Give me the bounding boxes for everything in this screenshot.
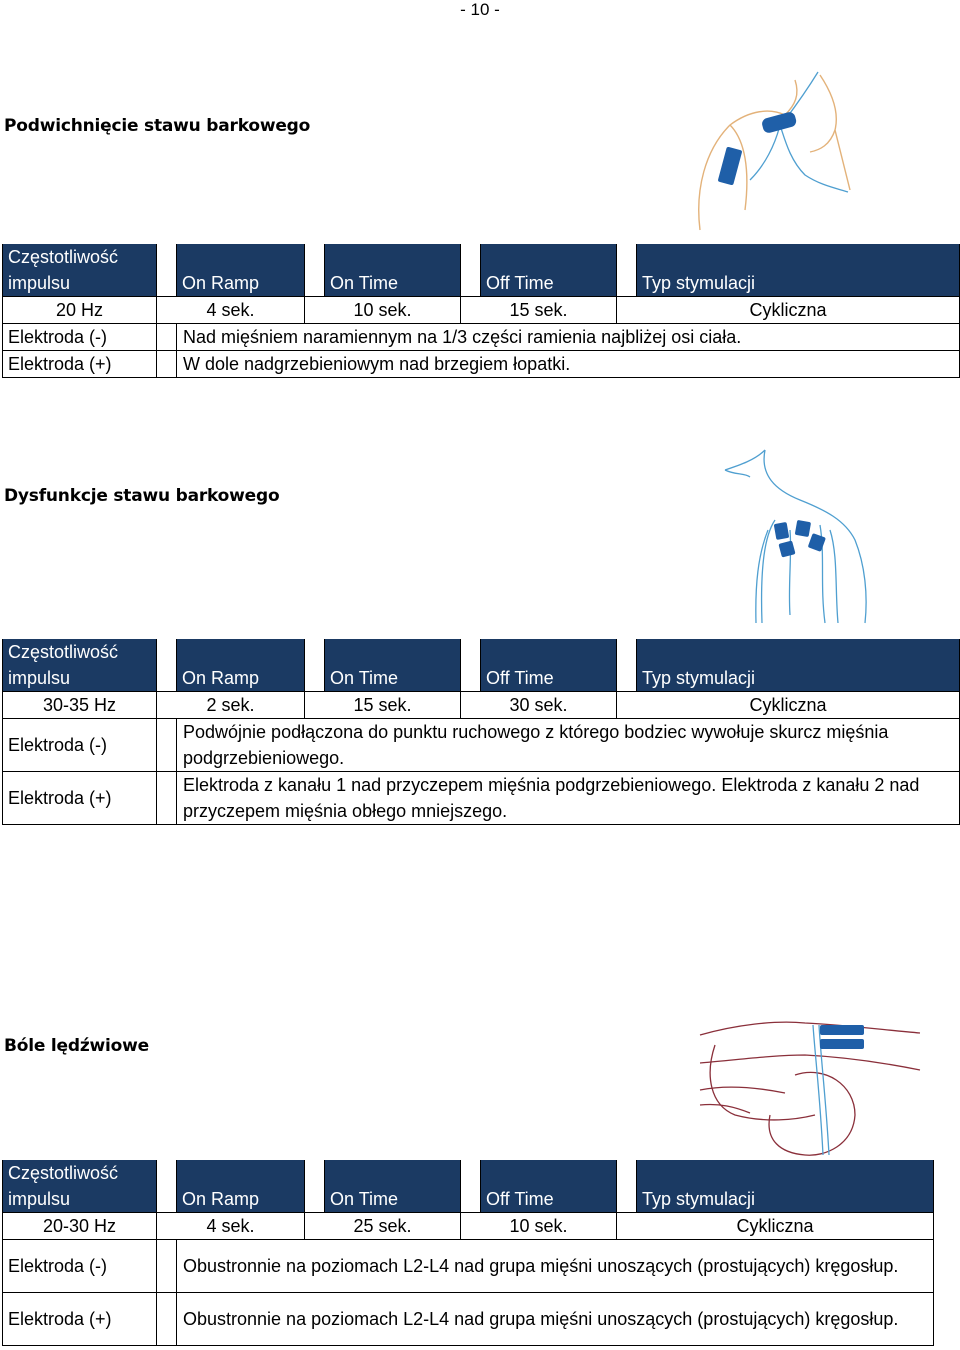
value-on-time: 10 sek.	[305, 297, 461, 324]
value-stimulation-type: Cykliczna	[617, 692, 960, 719]
electrode-positive-description: W dole nadgrzebieniowym nad brzegiem łopatki.	[177, 351, 960, 378]
header-off-time: Off Time	[481, 244, 617, 297]
value-stimulation-type: Cykliczna	[617, 297, 960, 324]
value-on-time: 25 sek.	[305, 1213, 461, 1240]
section-title-shoulder-dysfunction: Dysfunkcje stawu barkowego	[4, 486, 280, 506]
value-on-ramp: 4 sek.	[157, 297, 305, 324]
parameters-table-shoulder-dysfunction	[2, 639, 960, 825]
electrode-negative-label: Elektroda (-)	[3, 324, 157, 351]
value-off-time: 15 sek.	[461, 297, 617, 324]
value-frequency: 20-30 Hz	[3, 1213, 157, 1240]
value-frequency: 30-35 Hz	[3, 692, 157, 719]
header-on-time: On Time	[325, 1160, 461, 1213]
header-on-time: On Time	[325, 639, 461, 692]
header-stimulation-type: Typ stymulacji	[637, 1160, 934, 1213]
value-on-time: 15 sek.	[305, 692, 461, 719]
electrode-pad-3	[778, 540, 795, 557]
header-stimulation-type: Typ stymulacji	[637, 244, 960, 297]
header-on-ramp: On Ramp	[177, 639, 305, 692]
lumbar-pain-illustration	[695, 1015, 925, 1160]
electrode-negative-description: Podwójnie podłączona do punktu ruchowego z którego bodziec wywołuje skurcz mięśnia podgrzebieniowego.	[177, 719, 960, 772]
section-title-lumbar-pain: Bóle lędźwiowe	[4, 1036, 149, 1056]
header-off-time: Off Time	[481, 639, 617, 692]
value-off-time: 30 sek.	[461, 692, 617, 719]
electrode-pad-1	[774, 522, 790, 540]
value-frequency: 20 Hz	[3, 297, 157, 324]
header-on-ramp: On Ramp	[177, 244, 305, 297]
electrode-positive-label: Elektroda (+)	[3, 1293, 157, 1346]
header-on-ramp: On Ramp	[177, 1160, 305, 1213]
shoulder-dysfunction-illustration	[720, 445, 875, 630]
value-on-ramp: 2 sek.	[157, 692, 305, 719]
electrode-positive-pad	[718, 147, 743, 186]
value-off-time: 10 sek.	[461, 1213, 617, 1240]
electrode-negative-label: Elektroda (-)	[3, 1240, 157, 1293]
electrode-positive-description: Elektroda z kanału 1 nad przyczepem mięśnia podgrzebieniowego. Elektroda z kanału 2 nad przyczepem mięśnia obłego mniejszego.	[177, 772, 960, 825]
parameters-table-shoulder-subluxation	[2, 244, 960, 378]
electrode-pad-4	[808, 533, 826, 552]
electrode-pad-upper	[820, 1025, 864, 1035]
header-frequency: Częstotliwość impulsu	[3, 1160, 157, 1213]
electrode-negative-description: Obustronnie na poziomach L2-L4 nad grupa mięśni unoszących (prostujących) kręgosłup.	[177, 1240, 934, 1293]
value-stimulation-type: Cykliczna	[617, 1213, 934, 1240]
section-title-shoulder-subluxation: Podwichnięcie stawu barkowego	[4, 116, 311, 136]
shoulder-subluxation-illustration	[690, 70, 860, 235]
header-on-time: On Time	[325, 244, 461, 297]
header-off-time: Off Time	[481, 1160, 617, 1213]
electrode-pad-lower	[820, 1039, 864, 1049]
electrode-negative-label: Elektroda (-)	[3, 719, 157, 772]
header-frequency: Częstotliwość impulsu	[3, 639, 157, 692]
header-stimulation-type: Typ stymulacji	[637, 639, 960, 692]
electrode-positive-label: Elektroda (+)	[3, 772, 157, 825]
electrode-negative-description: Nad mięśniem naramiennym na 1/3 części ramienia najbliżej osi ciała.	[177, 324, 960, 351]
electrode-positive-description: Obustronnie na poziomach L2-L4 nad grupa mięśni unoszących (prostujących) kręgosłup.	[177, 1293, 934, 1346]
header-frequency: Częstotliwość impulsu	[3, 244, 157, 297]
electrode-pad-2	[795, 520, 811, 537]
electrode-positive-label: Elektroda (+)	[3, 351, 157, 378]
page-number: - 10 -	[460, 0, 500, 19]
value-on-ramp: 4 sek.	[157, 1213, 305, 1240]
parameters-table-lumbar-pain	[2, 1160, 934, 1346]
